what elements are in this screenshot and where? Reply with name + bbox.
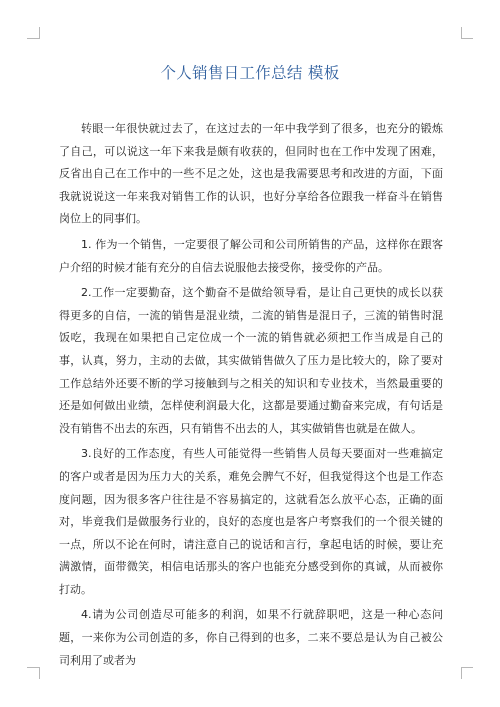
crop-mark-top-left-v xyxy=(39,27,40,39)
document-body xyxy=(59,118,443,675)
crop-mark-bottom-right-v xyxy=(461,667,462,679)
crop-mark-top-right-h xyxy=(461,38,473,39)
document-title: 个人销售日工作总结 模板 xyxy=(160,64,340,82)
crop-mark-top-right-v xyxy=(461,27,462,39)
crop-mark-bottom-left-h xyxy=(27,667,39,668)
paragraph-point-4: 4.请为公司创造尽可能多的利润，如果不行就辞职吧，这是一种心态问题，一来你为公司创造的多，你自己得到的也多，二来不要总是认为自己被公司利用了或者为 xyxy=(59,608,443,667)
crop-mark-bottom-right-h xyxy=(461,667,473,668)
paragraph-intro: 转眼一年很快就过去了，在这过去的一年中我学到了很多，也充分的锻炼了自己，可以说这一年下来我是颇有收获的，但同时也在工作中发现了困难，反省出自己在工作中的一些不足之处，这也是我需要思考和改进的方面，下面我就说说这一年来我对销售工作的认识，也好分享给各位跟我一样奋斗在销售岗位上的同事们。 xyxy=(59,122,443,226)
paragraph-point-1: 1. 作为一个销售，一定要很了解公司和公司所销售的产品，这样你在跟客户介绍的时候才能有充分的自信去说服他去接受你，接受你的产品。 xyxy=(59,237,443,274)
paragraph-point-3: 3.良好的工作态度，有些人可能觉得一些销售人员每天要面对一些难搞定的客户或者是因为压力大的关系，难免会脾气不好，但我觉得这个也是工作态度问题，因为很多客户往往是不容易搞定的，这就看怎么放平心态，正确的面对，毕竟我们是做服务行业的，良好的态度也是客户考察我们的一个很关键的一点，所以不论在何时，请注意自己的说话和言行，拿起电话的时候，要让充满激情，面带微笑，相信电话那头的客户也能充分感受到你的真诚，从而被你打动。 xyxy=(59,447,443,596)
crop-mark-top-left-h xyxy=(27,38,39,39)
paragraph-point-2: 2.工作一定要勤奋，这个勤奋不是做给领导看，是让自己更快的成长以获得更多的自信，一流的销售是混业绩，二流的销售是混日子，三流的销售时混饭吃，我现在如果把自己定位成一个一流的销售就必须把工作当成是自己的事，认真，努力，主动的去做，其实做销售做久了压力是比较大的，除了要对工作总结外还要不断的学习接触到与之相关的知识和专业技术，当然最重要的还是如何做出业绩，怎样使利润最大化，这都是要通过勤奋来完成，有句话是没有销售不出去的东西，只有销售不出去的人，其实做销售也就是在做人。 xyxy=(59,286,443,435)
crop-mark-bottom-left-v xyxy=(39,667,40,679)
